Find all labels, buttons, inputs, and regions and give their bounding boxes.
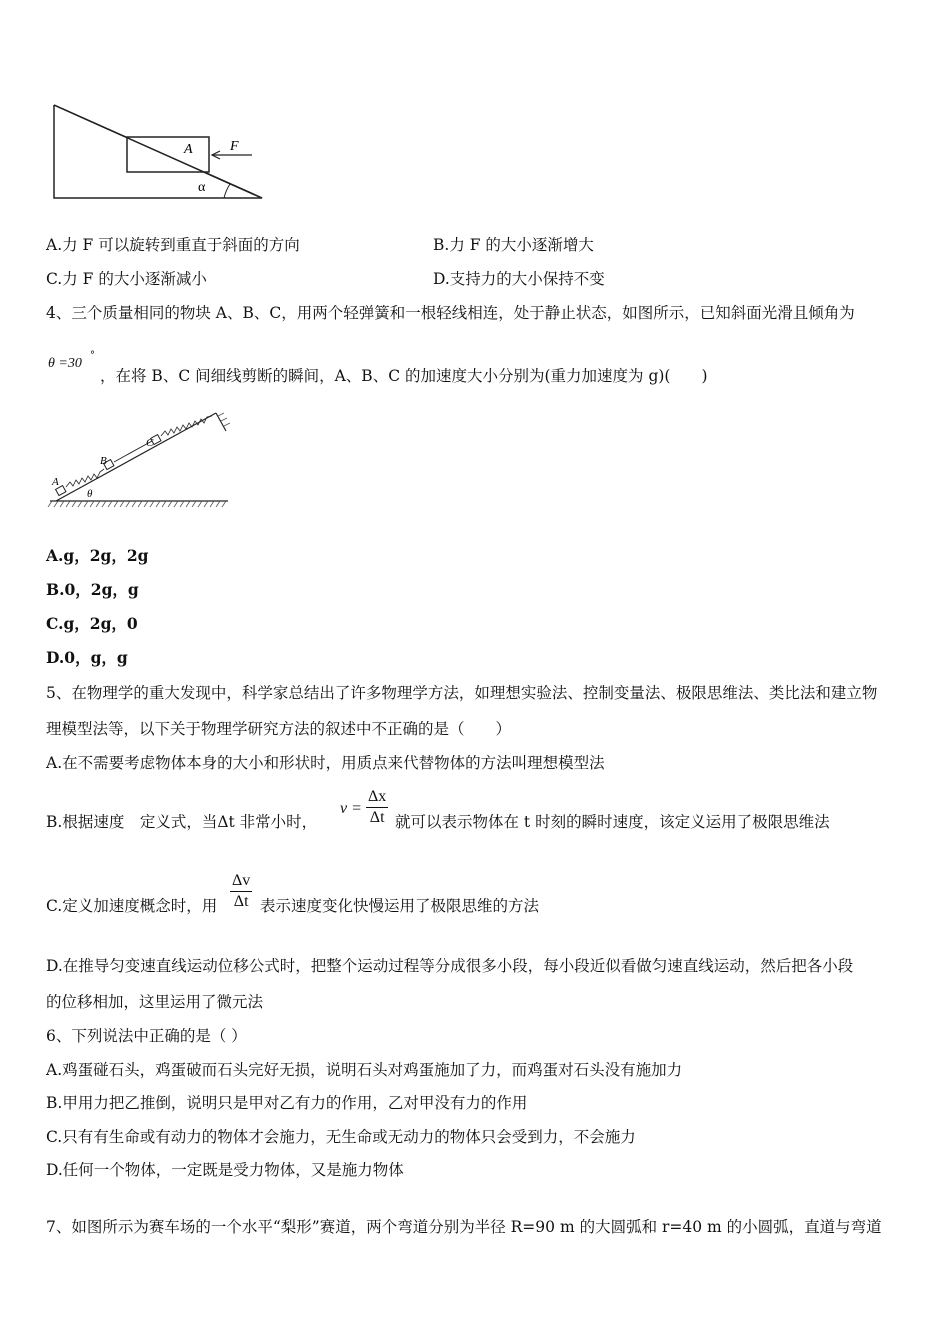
ground-hatching	[48, 501, 226, 507]
label-c: C	[146, 437, 154, 449]
q5-option-b-post: 就可以表示物体在 t 时刻的瞬时速度，该定义运用了极限思维法	[395, 813, 830, 831]
q4-option-c: C.g，2g，0	[46, 614, 138, 633]
q3-option-b: B.力 F 的大小逐渐增大	[433, 236, 594, 254]
incline-block-figure	[48, 100, 273, 205]
q5-option-c-pre: C.定义加速度概念时，用	[46, 897, 218, 915]
q5-option-b-fraction	[366, 787, 388, 828]
q6-option-b: B.甲用力把乙推倒，说明只是甲对乙有力的作用，乙对甲没有力的作用	[46, 1094, 528, 1112]
angle-arc	[224, 184, 230, 198]
q5-option-b-pre: B.根据速度 定义式，当Δt 非常小时，	[46, 813, 318, 831]
q5-option-a: A.在不需要考虑物体本身的大小和形状时，用质点来代替物体的方法叫理想模型法	[46, 754, 605, 772]
label-a: A	[52, 476, 59, 488]
label-b: B	[100, 455, 107, 467]
q5-stem-line2: 理模型法等，以下关于物理学研究方法的叙述中不正确的是（ ）	[46, 720, 512, 738]
angle-label: α	[198, 180, 206, 195]
q4-option-d: D.0，g，g	[46, 648, 128, 667]
force-label: F	[230, 139, 239, 154]
q7-stem-line1: 7、如图所示为赛车场的一个水平“梨形”赛道，两个弯道分别为半径 R=90 m 的大圆弧和 r=40 m 的小圆弧，直道与弯道	[46, 1218, 882, 1236]
fraction-numerator: Δx	[366, 787, 388, 808]
q5-option-c-fraction	[230, 871, 252, 912]
block-label: A	[184, 142, 193, 157]
block-a	[127, 137, 209, 172]
fraction-numerator: Δv	[230, 871, 252, 892]
q3-option-d: D.支持力的大小保持不变	[433, 270, 605, 288]
q4-stem-line1: 4、三个质量相同的物块 A、B、C，用两个轻弹簧和一根轻线相连，处于静止状态，如图所示，已知斜面光滑且倾角为	[46, 304, 855, 322]
q4-theta-degree: °	[90, 350, 95, 361]
q5-option-d-line1: D.在推导匀变速直线运动位移公式时，把整个运动过程等分成很多小段，每小段近似看做匀速直线运动，然后把各小段	[46, 957, 854, 975]
q5-stem-line1: 5、在物理学的重大发现中，科学家总结出了许多物理学方法，如理想实验法、控制变量法、极限思维法、类比法和建立物	[46, 684, 878, 702]
q6-option-d: D.任何一个物体，一定既是受力物体，又是施力物体	[46, 1161, 404, 1179]
fraction-denominator: Δt	[369, 809, 385, 826]
spring-incline-figure	[46, 403, 231, 513]
q5-option-b-v: v =	[340, 800, 362, 817]
q5-option-d-line2: 的位移相加，这里运用了微元法	[46, 993, 264, 1011]
q6-option-a: A.鸡蛋碰石头，鸡蛋破而石头完好无损，说明石头对鸡蛋施加了力，而鸡蛋对石头没有施加力	[46, 1061, 683, 1079]
q6-stem: 6、下列说法中正确的是（ ）	[46, 1027, 247, 1045]
fraction-denominator: Δt	[233, 893, 249, 910]
label-theta: θ	[87, 488, 93, 500]
q4-theta: θ =30	[48, 356, 82, 371]
q6-option-c: C.只有有生命或有动力的物体才会施力，无生命或无动力的物体只会受到力，不会施力	[46, 1128, 636, 1146]
q3-option-c: C.力 F 的大小逐渐减小	[46, 270, 207, 288]
q3-option-a: A.力 F 可以旋转到重直于斜面的方向	[46, 236, 300, 254]
q5-option-c-post: 表示速度变化快慢运用了极限思维的方法	[260, 897, 540, 915]
q4-stem-line2: ，在将 B、C 间细线剪断的瞬间，A、B、C 的加速度大小分别为(重力加速度为 g)( )	[100, 367, 708, 385]
q4-option-b: B.0，2g，g	[46, 580, 139, 599]
wall	[216, 413, 226, 431]
q4-option-a: A.g，2g，2g	[46, 546, 149, 565]
